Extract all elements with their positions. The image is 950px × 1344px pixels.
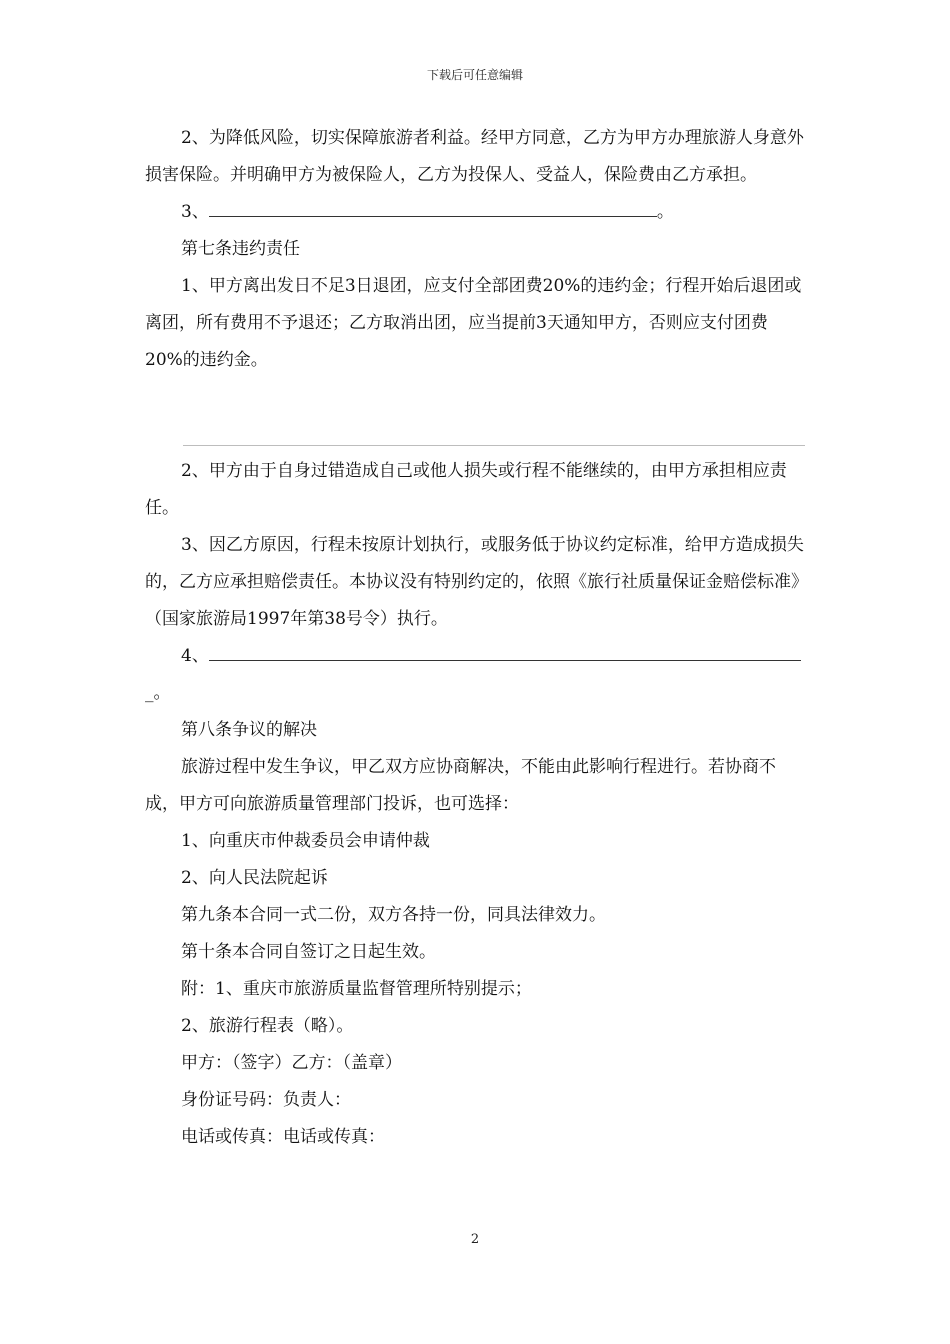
article-10: 第十条本合同自签订之日起生效。 bbox=[181, 942, 436, 962]
signature-phone: 电话或传真：电话或传真： bbox=[181, 1127, 385, 1147]
document-body bbox=[145, 120, 805, 1156]
signature-parties: 甲方：（签字）乙方：（盖章） bbox=[181, 1053, 402, 1073]
paragraph-insurance: 2、为降低风险，切实保障旅游者利益。经甲方同意，乙方为甲方办理旅游人身意外损害保险。并明确甲方为被保险人，乙方为投保人、受益人，保险费由乙方承担。 bbox=[145, 128, 804, 185]
article-8-body: 旅游过程中发生争议，甲乙双方应协商解决，不能由此影响行程进行。若协商不成，甲方可向旅游质量管理部门投诉，也可选择： bbox=[145, 757, 776, 814]
article-7-paragraph-1: 1、甲方离出发日不足3日退团，应支付全部团费20%的违约金；行程开始后退团或离团，所有费用不予退还；乙方取消出团，应当提前3天通知甲方，否则应支付团费20%的违约金。 bbox=[145, 276, 802, 370]
article-7-paragraph-3: 3、因乙方原因，行程未按原计划执行，或服务低于协议约定标准，给甲方造成损失的，乙方应承担赔偿责任。本协议没有特别约定的，依照《旅行社质量保证金赔偿标准》（国家旅游局1997年第38号令）执行。 bbox=[145, 535, 804, 629]
article-8-option-2: 2、向人民法院起诉 bbox=[181, 868, 328, 888]
item-4-prefix: 4、 bbox=[181, 646, 209, 666]
item-4-tail: _。 bbox=[145, 683, 171, 703]
item-3-suffix: 。 bbox=[656, 202, 674, 222]
attachment-2: 2、旅游行程表（略）。 bbox=[181, 1016, 354, 1036]
item-3-blank-line bbox=[209, 194, 657, 217]
item-4-blank-line bbox=[209, 638, 801, 661]
article-8-option-1: 1、向重庆市仲裁委员会申请仲裁 bbox=[181, 831, 430, 851]
section-gap bbox=[145, 379, 805, 453]
page-number: 2 bbox=[470, 1232, 480, 1247]
signature-id: 身份证号码：负责人： bbox=[181, 1090, 351, 1110]
attachment-1: 附：1、重庆市旅游质量监督管理所特别提示； bbox=[181, 979, 532, 999]
article-7-title: 第七条违约责任 bbox=[181, 239, 300, 259]
paragraph-item-3 bbox=[145, 194, 805, 231]
paragraph-item-4 bbox=[145, 638, 805, 675]
item-3-prefix: 3、 bbox=[181, 202, 209, 222]
page-header: 下载后可任意编辑 bbox=[426, 68, 523, 82]
article-7-paragraph-2: 2、甲方由于自身过错造成自己或他人损失或行程不能继续的，由甲方承担相应责任。 bbox=[145, 461, 787, 518]
article-9: 第九条本合同一式二份，双方各持一份，同具法律效力。 bbox=[181, 905, 606, 925]
article-8-title: 第八条争议的解决 bbox=[181, 720, 317, 740]
horizontal-divider bbox=[183, 445, 805, 446]
